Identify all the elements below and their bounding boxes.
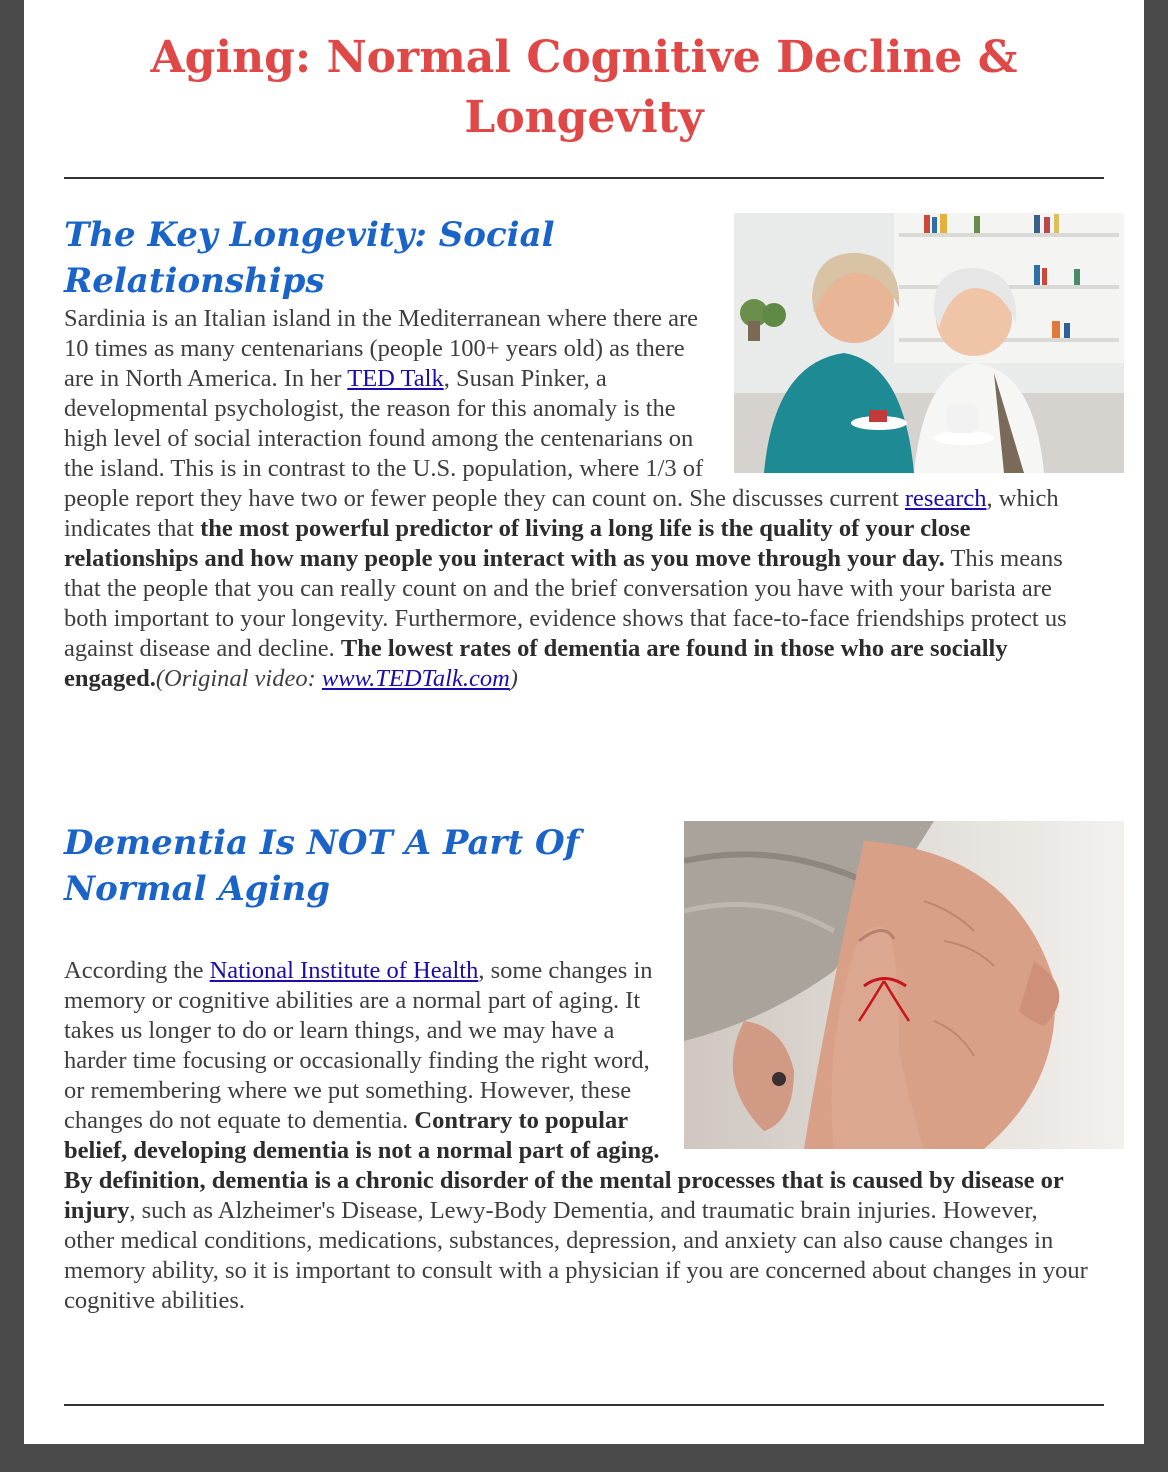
ted-talk-link[interactable]: TED Talk xyxy=(347,365,444,392)
video-citation xyxy=(156,665,518,692)
body-text: This means that the people that you can really count on and the brief conversation you have with your barista are both important to your longevity. Furthermore, evidence shows that face-to-face friendships protect us against disease and decline. xyxy=(64,545,1067,662)
document-page xyxy=(24,0,1144,1444)
nih-link[interactable]: National Institute of Health xyxy=(209,957,479,984)
body-text: According the xyxy=(64,957,210,984)
photo-elderly-woman-red-string xyxy=(684,821,1124,1149)
body-text: , which indicates that xyxy=(64,485,1059,542)
key-finding-bold: the most powerful predictor of living a long life is the quality of your close relationships and how many people you interact with as you move through your day. xyxy=(64,515,971,572)
section-dementia xyxy=(64,820,1094,1316)
citation-text: ) xyxy=(509,665,518,692)
research-link[interactable]: research xyxy=(904,485,987,512)
page-title: Aging: Normal Cognitive Decline & Longevity xyxy=(150,32,1018,143)
section-heading-dementia: Dementia Is NOT A Part Of Normal Aging xyxy=(64,823,580,909)
dementia-finding-bold: The lowest rates of dementia are found in those who are socially engaged. xyxy=(64,635,1008,692)
body-text: , Susan Pinker, a developmental psychologist, the reason for this anomaly is the high level of social interaction found among the centenarians on the island. This is in contrast to the U.S. population, where 1/3 of people report they have two or fewer people they can count on. She discusses current xyxy=(64,365,905,512)
body-text: , some changes in memory or cognitive abilities are a normal part of aging. It takes us longer to do or learn things, and we may have a harder time focusing or occasionally finding the right word, or remembering where we put something. However, these changes do not equate to dementia. xyxy=(64,957,653,1134)
dementia-definition-bold: Contrary to popular belief, developing dementia is not a normal part of aging. By definition, dementia is a chronic disorder of the mental processes that is caused by disease or injury xyxy=(64,1107,1064,1224)
section-heading-social-relationships: The Key Longevity: Social Relationships xyxy=(64,215,555,301)
section-social-relationships xyxy=(64,212,1094,694)
citation-text: (Original video: xyxy=(155,665,322,692)
photo-two-women-laughing xyxy=(734,213,1124,473)
body-text: , such as Alzheimer's Disease, Lewy-Body Dementia, and traumatic brain injuries. However, other medical conditions, medications, substances, depression, and anxiety can also cause changes in memory ability, so it is important to consult with a physician if you are concerned about changes in your cognitive abilities. xyxy=(64,1197,1088,1314)
bottom-divider xyxy=(64,1404,1104,1406)
body-text: Sardinia is an Italian island in the Mediterranean where there are 10 times as many centenarians (people 100+ years old) as there are in North America. In her xyxy=(64,305,699,392)
top-divider xyxy=(64,177,1104,179)
tedtalk-com-link[interactable]: www.TEDTalk.com xyxy=(321,665,510,692)
